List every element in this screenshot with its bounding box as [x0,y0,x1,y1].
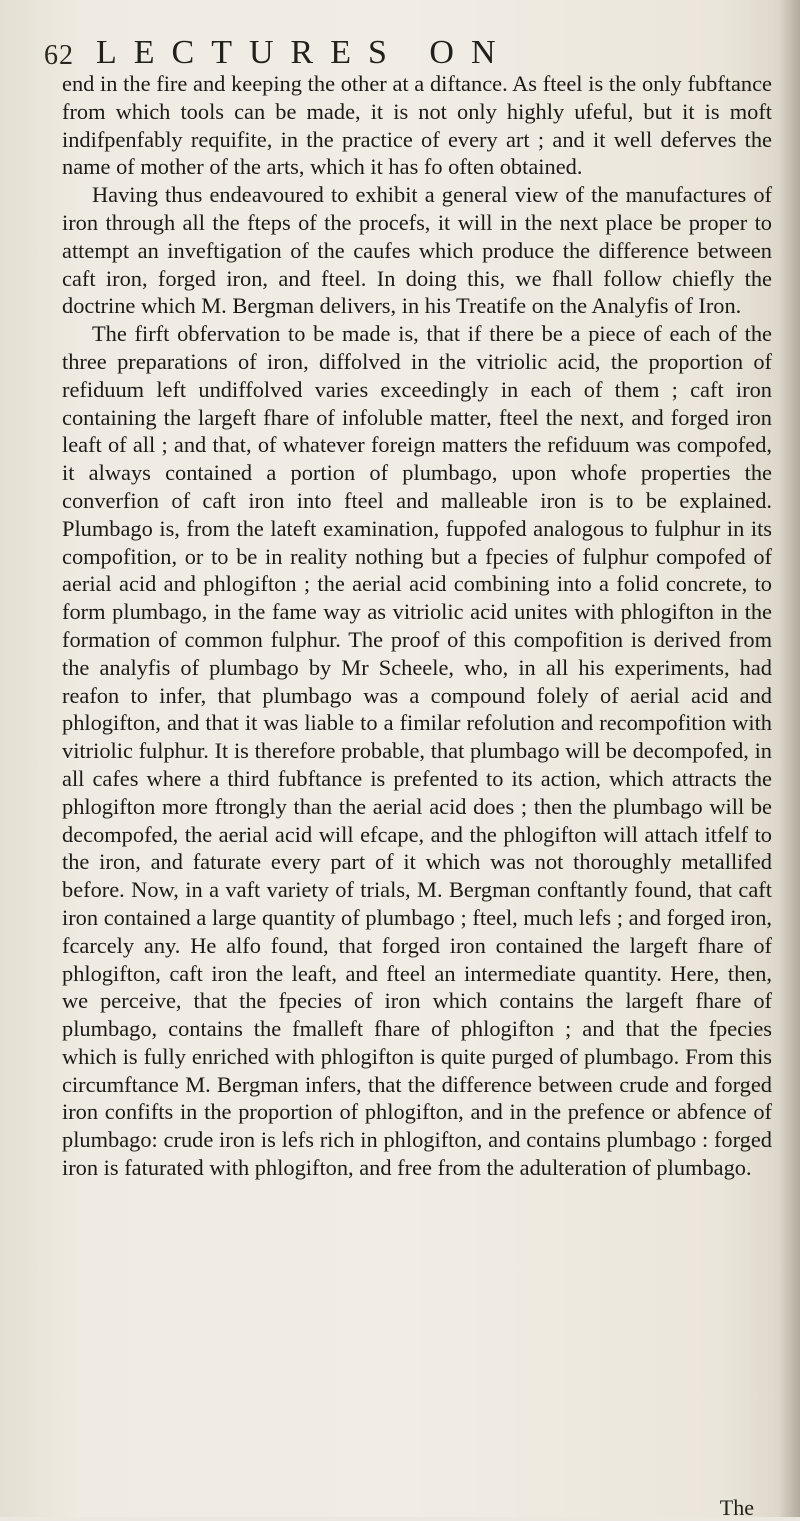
running-head: LECTURES ON [96,34,513,71]
paragraph-1: end in the fire and keeping the other at a diftance. As fteel is the only fubftance from which tools can be made, it is not only highly ufeful, but it is moft indifpenfably requifite, in the practice of every art ; and it well deferves the name of mother of the arts, which it has fo often obtained. [62,71,772,180]
paragraph-3: The firft obfervation to be made is, that if there be a piece of each of the three preparations of iron, diffolved in the vitriolic acid, the proportion of refiduum left undiffolved varies exceedingly in each of them ; caft iron containing the largeft fhare of infoluble matter, fteel the next, and forged iron leaft of all ; and that, of whatever foreign matters the refiduum was compofed, it always contained a portion of plumbago, upon whofe properties the converfion of caft iron into fteel and malleable iron is to be explained. Plumbago is, from the lateft examination, fuppofed analogous to fulphur in its compofition, or to be in reality nothing but a fpecies of fulphur compofed of aerial acid and phlogifton ; the aerial acid combining into a folid concrete, to form plumbago, in the fame way as vitriolic acid unites with phlogifton in the formation of common fulphur. The proof of this compofition is derived from the analyfis of plumbago by Mr Scheele, who, in all his experiments, had reafon to infer, that plumbago was a compound folely of aerial acid and phlogifton, and that it was liable to a fimilar refolution and recompofition with vitriolic fulphur. It is therefore probable, that plumbago will be decompofed, in all cafes where a third fubftance is prefented to its action, which attracts the phlogifton more ftrongly than the aerial acid does ; then the plumbago will be decompofed, the aerial acid will efcape, and the phlogifton will attach itfelf to the iron, and faturate every part of it which was not thoroughly metallifed before. Now, in a vaft variety of trials, M. Bergman conftantly found, that caft iron contained a large quantity of plumbago ; fteel, much lefs ; and forged iron, fcarcely any. He alfo found, that forged iron contained the largeft fhare of phlogifton, caft iron the leaft, and fteel an intermediate quantity. Here, then, we perceive, that the fpecies of iron which contains the largeft fhare of plumbago, contains the fmalleft fhare of phlogifton ; and that the fpecies which is fully enriched with phlogifton is quite purged of plumbago. From this circumftance M. Bergman infers, that the difference between crude and forged iron confifts in the proportion of phlogifton, and in the prefence or abfence of plumbago: crude iron is lefs rich in phlogifton, and contains plumbago : forged iron is faturated with phlogifton, and free from the adulteration of plumbago. [62,321,772,1181]
page-number: 62 [44,40,74,71]
paragraph-2: Having thus endeavoured to exhibit a general view of the manufactures of iron through all the fteps of the procefs, it will in the next place be proper to attempt an inveftigation of the caufes which produce the difference between caft iron, forged iron, and fteel. In doing this, we fhall follow chiefly the doctrine which M. Bergman delivers, in his Treatife on the Analyfis of Iron. [62,182,772,319]
body-text [62,70,772,1182]
page-edge-shadow [778,0,800,1517]
catchword: The [719,1495,754,1520]
